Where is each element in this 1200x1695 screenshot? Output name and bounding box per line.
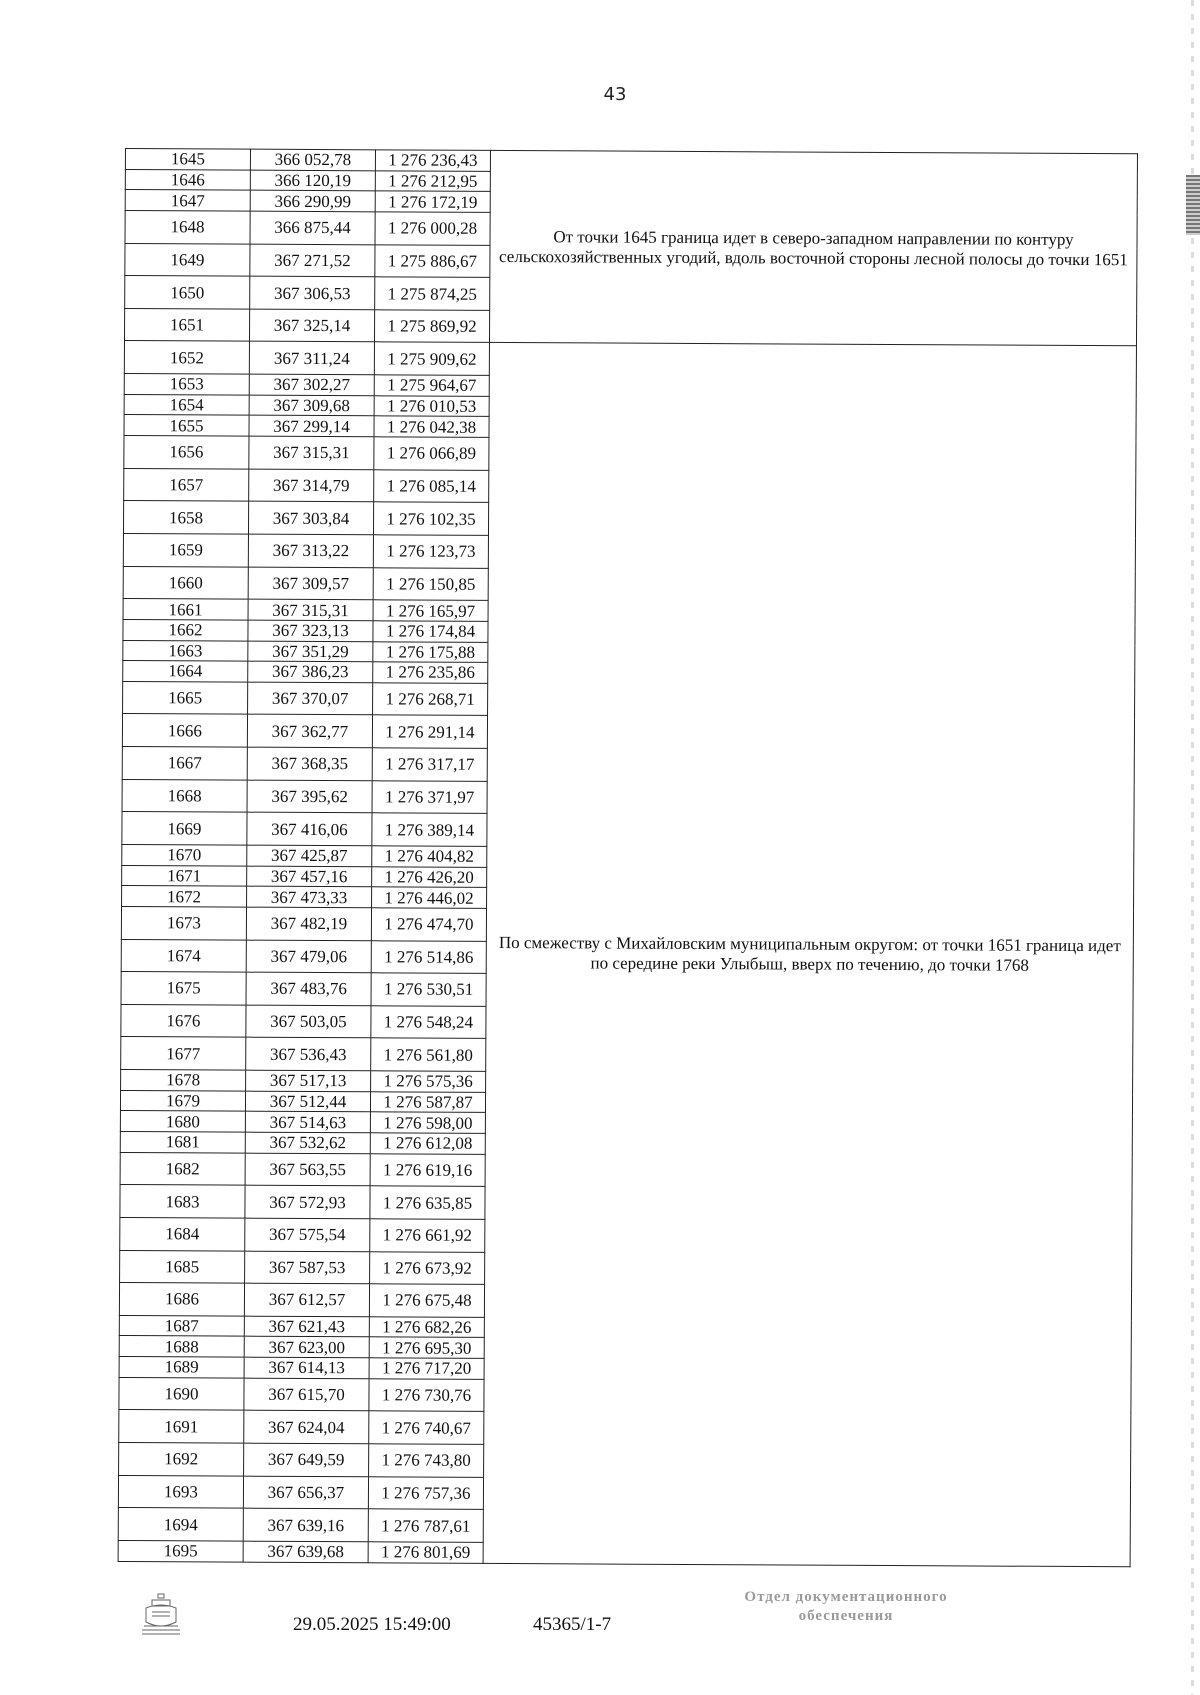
coord-x-cell: 367 323,13 [248,620,373,641]
coord-x-cell: 367 309,68 [249,395,374,416]
coord-x-cell: 367 575,54 [245,1218,370,1251]
coord-x-cell: 367 368,35 [247,747,372,780]
scan-edge-artifact [1191,0,1194,1695]
coord-y-cell: 1 276 102,35 [373,502,488,535]
coord-x-cell: 367 309,57 [248,567,373,600]
point-number-cell: 1686 [119,1283,244,1316]
coord-x-cell: 367 639,16 [243,1508,368,1541]
coord-y-cell: 1 276 530,51 [371,973,486,1006]
point-number-cell: 1682 [120,1152,245,1185]
point-number-cell: 1648 [125,210,250,243]
point-number-cell: 1671 [122,865,247,886]
coord-y-cell: 1 276 042,38 [374,416,489,437]
point-number-cell: 1689 [119,1357,244,1378]
coord-x-cell: 367 362,77 [247,715,372,748]
point-number-cell: 1670 [122,844,247,865]
point-number-cell: 1667 [122,747,247,780]
boundary-description-cell: По смежеству с Михайловским муниципальным округом: от точки 1651 граница идет по середине реки Улыбыш, вверх по течению, до точки 1768 [483,343,1136,1567]
coord-x-cell: 367 302,27 [249,374,374,395]
coord-x-cell: 367 624,04 [244,1411,369,1444]
coord-y-cell: 1 276 548,24 [371,1006,486,1039]
coord-x-cell: 367 503,05 [246,1005,371,1038]
point-number-cell: 1673 [121,906,246,939]
coord-y-cell: 1 276 174,84 [373,621,488,642]
coord-y-cell: 1 276 291,14 [372,715,487,748]
point-number-cell: 1677 [121,1037,246,1070]
coord-x-cell: 367 271,52 [250,244,375,277]
coord-x-cell: 367 614,13 [244,1357,369,1378]
coord-y-cell: 1 276 236,43 [375,150,490,171]
coord-y-cell: 1 276 212,95 [375,170,490,191]
coord-x-cell: 367 512,44 [245,1091,370,1112]
coord-x-cell: 367 572,93 [245,1185,370,1218]
point-number-cell: 1668 [122,779,247,812]
coord-y-cell: 1 276 635,85 [370,1186,485,1219]
table-row [124,341,1136,379]
coordinates-table [118,148,1138,1567]
coord-y-cell: 1 276 757,36 [368,1476,483,1509]
coord-y-cell: 1 276 675,48 [369,1284,484,1317]
coord-y-cell: 1 276 085,14 [374,469,489,502]
coord-x-cell: 367 483,76 [246,972,371,1005]
department-stamp [706,1588,986,1626]
coord-x-cell: 367 303,84 [248,501,373,534]
coord-x-cell: 367 612,57 [244,1283,369,1316]
coord-y-cell: 1 275 886,67 [375,244,490,277]
coord-x-cell: 367 311,24 [249,342,374,375]
point-number-cell: 1665 [123,681,248,714]
footer-datetime: 29.05.2025 15:49:00 [293,1614,451,1635]
coord-y-cell: 1 276 474,70 [371,908,486,941]
footer-doc-code: 45365/1-7 [533,1614,612,1635]
coord-y-cell: 1 276 165,97 [373,600,488,621]
point-number-cell: 1679 [120,1090,245,1111]
point-number-cell: 1652 [124,341,249,374]
coord-x-cell: 366 052,78 [250,149,375,170]
point-number-cell: 1661 [123,599,248,620]
point-number-cell: 1694 [118,1508,243,1541]
coord-y-cell: 1 276 150,85 [373,567,488,600]
coord-x-cell: 367 649,59 [244,1443,369,1476]
coord-x-cell: 367 532,62 [245,1132,370,1153]
coord-x-cell: 367 621,43 [244,1316,369,1337]
coord-y-cell: 1 276 673,92 [370,1251,485,1284]
coord-y-cell: 1 276 682,26 [369,1317,484,1338]
coord-y-cell: 1 276 389,14 [372,813,487,846]
coord-x-cell: 367 299,14 [249,416,374,437]
point-number-cell: 1645 [125,149,250,170]
coord-y-cell: 1 276 619,16 [370,1153,485,1186]
scan-margin-mark [1186,175,1200,235]
coord-y-cell: 1 276 740,67 [369,1411,484,1444]
coord-x-cell: 367 386,23 [248,661,373,682]
stamp-line-1: Отдел документационного [744,1589,948,1605]
coord-x-cell: 367 623,00 [244,1337,369,1358]
point-number-cell: 1695 [118,1540,243,1562]
coord-y-cell: 1 276 426,20 [372,866,487,887]
coord-y-cell: 1 276 717,20 [369,1358,484,1379]
coord-x-cell: 367 370,07 [248,682,373,715]
coord-y-cell: 1 276 661,92 [370,1219,485,1252]
point-number-cell: 1674 [121,939,246,972]
coord-y-cell: 1 276 175,88 [373,641,488,662]
point-number-cell: 1663 [123,640,248,661]
coord-y-cell: 1 276 235,86 [373,662,488,683]
coord-y-cell: 1 276 598,00 [370,1112,485,1133]
coord-y-cell: 1 276 371,97 [372,780,487,813]
coord-x-cell: 367 395,62 [247,780,372,813]
coord-y-cell: 1 276 561,80 [371,1038,486,1071]
coord-y-cell: 1 276 268,71 [373,683,488,716]
coord-y-cell: 1 276 000,28 [375,212,490,245]
coord-x-cell: 367 306,53 [250,276,375,309]
point-number-cell: 1675 [121,972,246,1005]
coord-x-cell: 367 314,79 [249,469,374,502]
coord-x-cell: 367 351,29 [248,641,373,662]
boundary-description-cell: От точки 1645 граница идет в северо-западном направлении по контуру сельскохозяйственных угодий, вдоль восточной стороны лесной полосы до точки 1651 [489,150,1137,346]
coord-y-cell: 1 276 575,36 [371,1071,486,1092]
coord-x-cell: 366 120,19 [250,170,375,191]
coord-x-cell: 367 482,19 [246,907,371,940]
point-number-cell: 1654 [124,394,249,415]
coord-y-cell: 1 276 695,30 [369,1337,484,1358]
coord-x-cell: 367 639,68 [243,1541,368,1563]
coord-y-cell: 1 275 869,92 [374,310,489,343]
point-number-cell: 1684 [120,1217,245,1250]
page-number: 43 [603,84,627,105]
point-number-cell: 1660 [123,566,248,599]
point-number-cell: 1692 [119,1442,244,1475]
coord-x-cell: 367 416,06 [247,812,372,845]
coord-x-cell: 367 563,55 [245,1153,370,1186]
coord-y-cell: 1 276 787,61 [368,1509,483,1542]
coord-x-cell: 367 479,06 [246,940,371,973]
coord-x-cell: 367 587,53 [245,1251,370,1284]
point-number-cell: 1678 [121,1070,246,1091]
coord-y-cell: 1 276 446,02 [372,887,487,908]
point-number-cell: 1664 [123,661,248,682]
point-number-cell: 1693 [118,1475,243,1508]
point-number-cell: 1685 [120,1250,245,1283]
point-number-cell: 1680 [120,1111,245,1132]
coord-y-cell: 1 276 123,73 [373,535,488,568]
point-number-cell: 1658 [123,501,248,534]
coord-x-cell: 367 313,22 [248,534,373,567]
coord-y-cell: 1 276 404,82 [372,846,487,867]
coord-y-cell: 1 276 587,87 [370,1091,485,1112]
coord-y-cell: 1 275 909,62 [374,342,489,375]
coord-y-cell: 1 275 874,25 [375,277,490,310]
coord-x-cell: 367 656,37 [243,1476,368,1509]
coord-x-cell: 367 615,70 [244,1378,369,1411]
point-number-cell: 1672 [122,886,247,907]
coord-x-cell: 366 290,99 [250,190,375,211]
point-number-cell: 1676 [121,1004,246,1037]
point-number-cell: 1657 [124,468,249,501]
coord-x-cell: 367 473,33 [247,886,372,907]
coord-x-cell: 367 517,13 [246,1070,371,1091]
point-number-cell: 1647 [125,190,250,211]
point-number-cell: 1651 [124,308,249,341]
coord-x-cell: 367 315,31 [248,599,373,620]
coat-of-arms-emblem [138,1590,184,1638]
coord-x-cell: 367 457,16 [247,866,372,887]
point-number-cell: 1649 [125,243,250,276]
coord-y-cell: 1 275 964,67 [374,375,489,396]
point-number-cell: 1690 [119,1377,244,1410]
coord-x-cell: 367 425,87 [247,845,372,866]
point-number-cell: 1646 [125,169,250,190]
stamp-line-2: обеспечения [798,1608,894,1624]
coord-y-cell: 1 276 743,80 [369,1444,484,1477]
point-number-cell: 1662 [123,619,248,640]
point-number-cell: 1683 [120,1185,245,1218]
coord-y-cell: 1 276 172,19 [375,191,490,212]
coord-y-cell: 1 276 317,17 [372,748,487,781]
point-number-cell: 1655 [124,415,249,436]
coord-x-cell: 367 514,63 [245,1111,370,1132]
coord-y-cell: 1 276 010,53 [374,396,489,417]
coord-y-cell: 1 276 801,69 [368,1542,483,1564]
coord-x-cell: 366 875,44 [250,211,375,244]
coord-y-cell: 1 276 514,86 [371,940,486,973]
point-number-cell: 1659 [123,533,248,566]
point-number-cell: 1681 [120,1131,245,1152]
point-number-cell: 1688 [119,1336,244,1357]
point-number-cell: 1666 [122,714,247,747]
coord-x-cell: 367 325,14 [249,309,374,342]
coord-x-cell: 367 536,43 [246,1038,371,1071]
coord-y-cell: 1 276 730,76 [369,1379,484,1412]
point-number-cell: 1687 [119,1315,244,1336]
coord-y-cell: 1 276 612,08 [370,1133,485,1154]
coord-x-cell: 367 315,31 [249,436,374,469]
point-number-cell: 1656 [124,436,249,469]
point-number-cell: 1691 [119,1410,244,1443]
point-number-cell: 1669 [122,812,247,845]
coord-y-cell: 1 276 066,89 [374,437,489,470]
point-number-cell: 1653 [124,374,249,395]
point-number-cell: 1650 [125,276,250,309]
